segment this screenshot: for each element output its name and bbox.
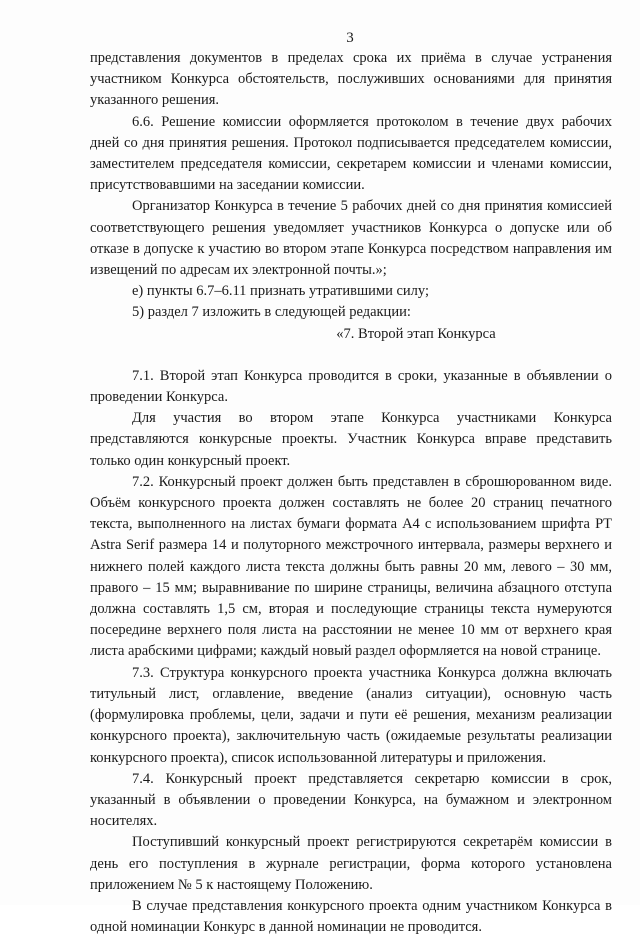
- section-heading-7: «7. Второй этап Конкурса: [336, 325, 496, 342]
- paragraph-item-e: е) пункты 6.7–6.11 признать утратившими силу;: [132, 283, 429, 300]
- paragraph-7-1: 7.1. Второй этап Конкурса проводится в сроки, указанные в объявлении о проведении Конкурса.: [90, 367, 612, 406]
- paragraph-item-5: 5) раздел 7 изложить в следующей редакции:: [132, 304, 411, 321]
- paragraph-7-2: 7.2. Конкурсный проект должен быть представлен в сброшюрованном виде. Объём конкурсного проекта должен составлять не более 20 страниц печатного текста, выполненного на листах бумаги формата А4 с использованием шрифта PT Astra Serif размера 14 и полуторного межстрочного интервала, размеры верхнего и нижнего полей каждого листа текста должны быть равны 20 мм, левого – 30 мм, правого – 15 мм; выравнивание по ширине страницы, величина абзацного отступа должна составлять 1,5 см, вторая и последующие страницы текста нумеруются посередине верхнего поля листа на расстоянии не менее 10 мм от верхнего края листа арабскими цифрами; каждый новый раздел оформляется на новой странице.: [90, 473, 612, 660]
- paragraph-participation: Для участия во втором этапе Конкурса участниками Конкурса представляются конкурсные проекты. Участник Конкурса вправе представить только один конкурсный проект.: [90, 410, 612, 469]
- paragraph-single-participant: В случае представления конкурсного проекта одним участником Конкурса в одной номинации Конкурс в данной номинации не проводится.: [90, 897, 612, 936]
- paragraph-registration: Поступивший конкурсный проект регистрируются секретарём комиссии в день его поступления в журнале регистрации, форма которого установлена приложением № 5 к настоящему Положению.: [90, 834, 612, 893]
- paragraph-organizer-notice: Организатор Конкурса в течение 5 рабочих дней со дня принятия комиссией соответствующего решения уведомляет участников Конкурса о допуске или об отказе в допуске к участию во втором этапе Конкурса посредством направления им извещений по адресам их электронной почты.»;: [90, 198, 612, 279]
- page-number: 3: [346, 30, 354, 46]
- paragraph-7-4: 7.4. Конкурсный проект представляется секретарю комиссии в срок, указанный в объявлении о проведении Конкурса, на бумажном и электронном носителях.: [90, 770, 612, 830]
- paragraph-7-3: 7.3. Структура конкурсного проекта участника Конкурса должна включать титульный лист, оглавление, введение (анализ ситуации), основную часть (формулировка проблемы, цели, задачи и пути её решения, механизм реализации конкурсного проекта), заключительную часть (ожидаемые результаты реализации конкурсного проекта), список использованной литературы и приложения.: [90, 664, 612, 766]
- paragraph-continuation: представления документов в пределах срока их приёма в случае устранения участником Конкурса обстоятельств, послуживших основаниями для принятия указанного решения.: [90, 50, 612, 109]
- document-body: [90, 48, 612, 938]
- paragraph-6-6: 6.6. Решение комиссии оформляется протоколом в течение двух рабочих дней со дня принятия решения. Протокол подписывается председателем комиссии, заместителем председателя комиссии, секретарем комиссии и членами комиссии, присутствовавшими на заседании комиссии.: [90, 113, 612, 194]
